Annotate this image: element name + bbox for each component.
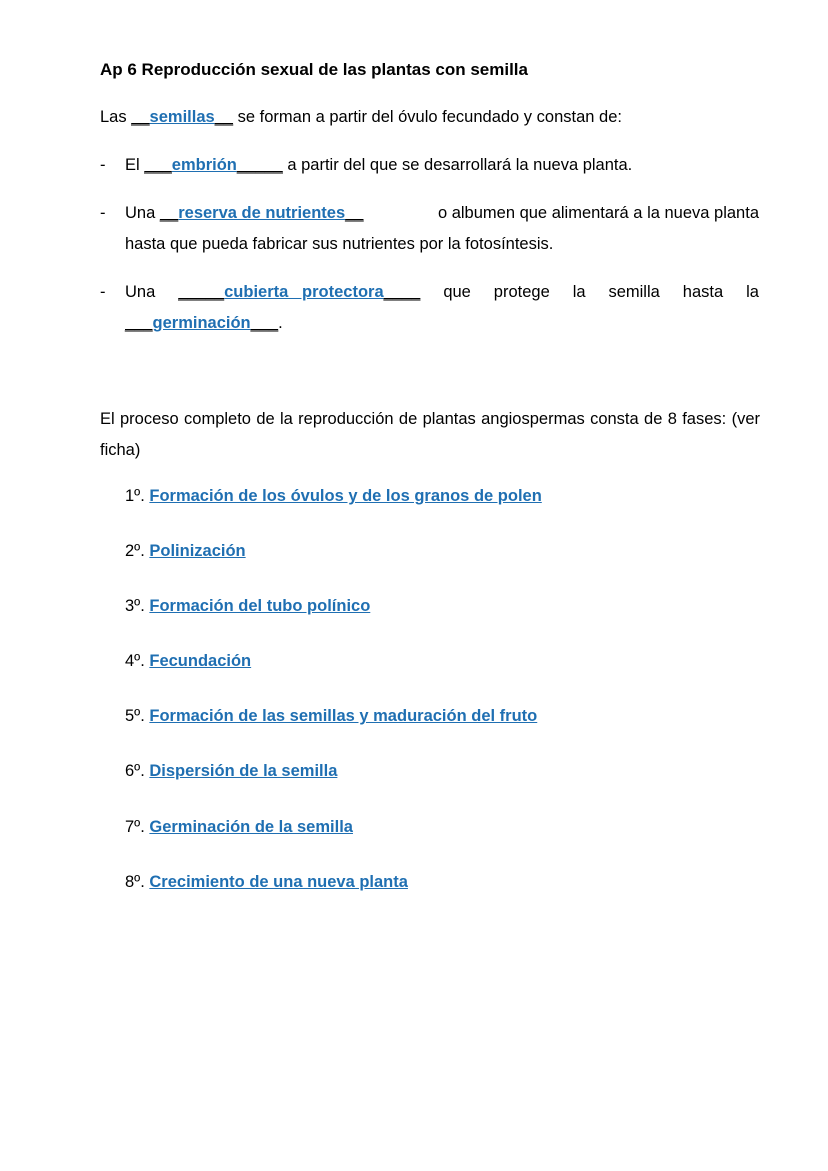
item-word: la bbox=[746, 283, 759, 301]
item-blank-right: _____ bbox=[236, 156, 283, 174]
phase-item bbox=[125, 707, 537, 726]
intro-blank-left: __ bbox=[131, 108, 150, 126]
item-pre: El bbox=[125, 156, 145, 174]
item-blank-right: ___ bbox=[250, 314, 279, 332]
phase-item bbox=[125, 652, 251, 671]
phase-item bbox=[125, 542, 246, 561]
list-dash: - bbox=[100, 204, 106, 222]
phase-text: Dispersión de la semilla bbox=[149, 762, 338, 780]
item-word: que bbox=[443, 283, 471, 301]
phase-number: 5º. bbox=[125, 707, 150, 725]
phase-number: 6º. bbox=[125, 762, 150, 780]
item-blank-left: _____ bbox=[178, 283, 225, 301]
process-paragraph: El proceso completo de la reproducción de plantas angiospermas consta de 8 fases: (ver ficha) bbox=[100, 410, 760, 459]
phase-text: Formación de los óvulos y de los granos de polen bbox=[149, 487, 542, 505]
item-line2: hasta que pueda fabricar sus nutrientes por la fotosíntesis. bbox=[125, 235, 554, 253]
item-word: hasta bbox=[682, 283, 724, 301]
item-answer: reserva de nutrientes bbox=[178, 204, 346, 222]
page-title: Ap 6 Reproducción sexual de las plantas con semilla bbox=[100, 60, 528, 79]
list-dash: - bbox=[100, 283, 106, 301]
phase-item bbox=[125, 818, 353, 837]
item-answer: embrión bbox=[171, 156, 237, 174]
phase-item bbox=[125, 873, 408, 892]
item-word: protege bbox=[493, 283, 550, 301]
phase-item bbox=[125, 597, 370, 616]
item-answer-germinacion: germinación bbox=[152, 314, 251, 332]
item-blank-right: ____ bbox=[383, 283, 421, 301]
phase-item bbox=[125, 762, 337, 781]
phase-number: 3º. bbox=[125, 597, 150, 615]
list-dash: - bbox=[100, 156, 106, 174]
item-blank-left: ___ bbox=[125, 314, 153, 332]
item-word: Una bbox=[125, 283, 156, 301]
phase-text: Formación de las semillas y maduración del fruto bbox=[149, 707, 538, 725]
phase-text: Formación del tubo polínico bbox=[149, 597, 371, 615]
item-blank-right: __ bbox=[345, 204, 364, 222]
item-answer: cubierta protectora bbox=[224, 283, 384, 301]
phase-item bbox=[125, 487, 542, 506]
intro-post: se forman a partir del óvulo fecundado y constan de: bbox=[233, 108, 622, 126]
item-post: o albumen que alimentará a la nueva planta bbox=[437, 204, 759, 222]
intro-pre: Las bbox=[100, 108, 132, 126]
phase-number: 1º. bbox=[125, 487, 150, 505]
item-blank-left: ___ bbox=[144, 156, 172, 174]
phase-text: Fecundación bbox=[149, 652, 252, 670]
item-post: a partir del que se desarrollará la nueva planta. bbox=[282, 156, 633, 174]
item-pre: Una bbox=[125, 204, 160, 222]
phase-text: Polinización bbox=[149, 542, 246, 560]
item-blank-left: __ bbox=[159, 204, 179, 222]
phase-number: 8º. bbox=[125, 873, 150, 891]
phase-number: 4º. bbox=[125, 652, 150, 670]
intro-blank-right: __ bbox=[214, 108, 234, 126]
phase-text: Germinación de la semilla bbox=[149, 818, 353, 836]
intro-answer: semillas bbox=[149, 108, 215, 126]
phase-text: Crecimiento de una nueva planta bbox=[149, 873, 408, 891]
item-period: . bbox=[278, 314, 283, 332]
item-word: semilla bbox=[608, 283, 660, 301]
phase-number: 2º. bbox=[125, 542, 150, 560]
intro-sentence bbox=[100, 102, 760, 133]
phase-number: 7º. bbox=[125, 818, 150, 836]
item-word: la bbox=[572, 283, 586, 301]
